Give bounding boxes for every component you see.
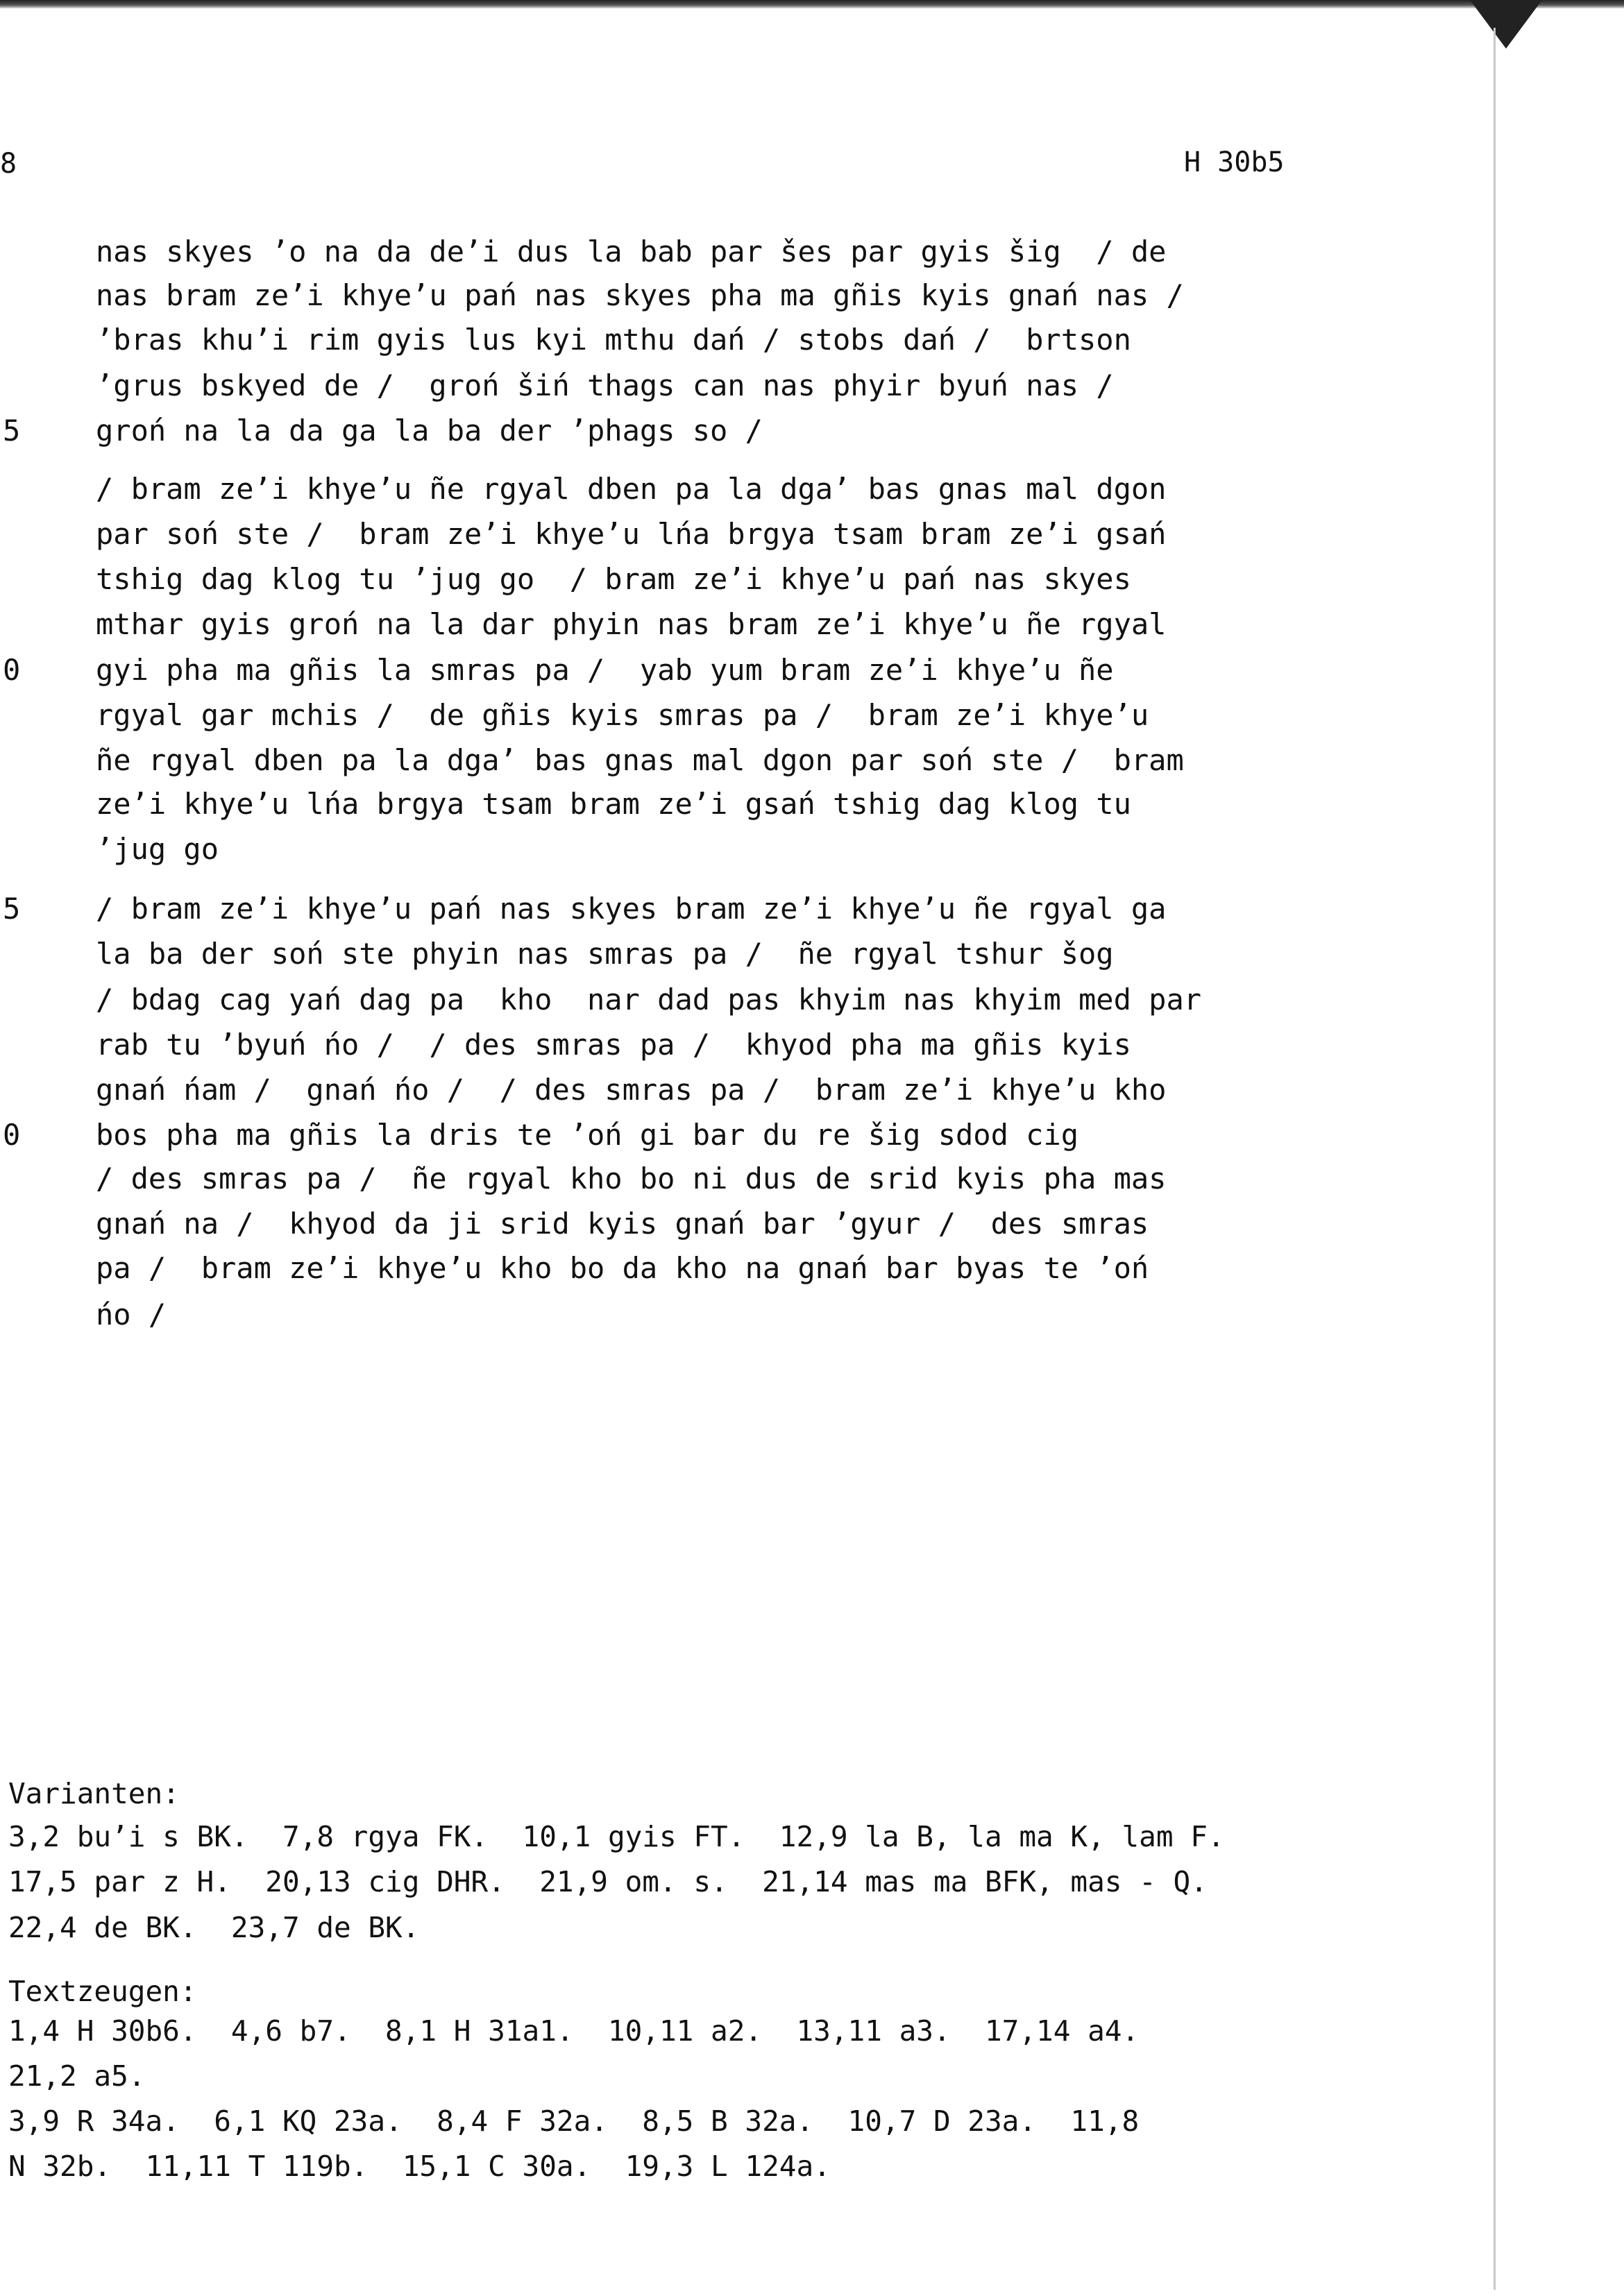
text-line: / bram ze’i khye’u ñe rgyal dben pa la dga’ bas gnas mal dgon bbox=[96, 472, 1167, 506]
line-marker: 0 bbox=[3, 653, 21, 687]
text-line: nas bram ze’i khye’u pań nas skyes pha ma gñis kyis gnań nas / bbox=[96, 278, 1184, 312]
scan-corner-mark bbox=[1470, 0, 1542, 49]
textzeugen-line: N 32b. 11,11 T 119b. 15,1 C 30a. 19,3 L 124a. bbox=[8, 2150, 831, 2183]
text-line: ’bras khu’i rim gyis lus kyi mthu dań / stobs dań / brtson bbox=[96, 323, 1131, 357]
text-line: / bram ze’i khye’u pań nas skyes bram ze’i khye’u ñe rgyal ga bbox=[96, 892, 1167, 926]
varianten-heading: Varianten: bbox=[8, 1777, 180, 1810]
text-line: rgyal gar mchis / de gñis kyis smras pa / bram ze’i khye’u bbox=[96, 698, 1149, 732]
text-line: / des smras pa / ñe rgyal kho bo ni dus de srid kyis pha mas bbox=[96, 1162, 1167, 1196]
text-line: groń na la da ga la ba der ’phags so / bbox=[96, 414, 763, 448]
text-line: mthar gyis groń na la dar phyin nas bram ze’i khye’u ñe rgyal bbox=[96, 607, 1167, 641]
line-marker: 5 bbox=[3, 892, 21, 926]
text-line: rab tu ’byuń ńo / / des smras pa / khyod pha ma gñis kyis bbox=[96, 1028, 1131, 1062]
text-line: nas skyes ’o na da de’i dus la bab par šes par gyis šig / de bbox=[96, 235, 1167, 269]
text-line: bos pha ma gñis la dris te ’oń gi bar du re šig sdod cig bbox=[96, 1118, 1079, 1152]
scan-top-border bbox=[0, 0, 1624, 8]
scan-page-edge bbox=[1494, 28, 1496, 2290]
text-line: ñe rgyal dben pa la dga’ bas gnas mal dgon par soń ste / bram bbox=[96, 743, 1184, 777]
text-line: / bdag cag yań dag pa kho nar dad pas khyim nas khyim med par bbox=[96, 983, 1202, 1017]
text-line: gnań ńam / gnań ńo / / des smras pa / bram ze’i khye’u kho bbox=[96, 1073, 1167, 1107]
varianten-line: 3,2 bu’i s BK. 7,8 rgya FK. 10,1 gyis FT. 12,9 la B, la ma K, lam F. bbox=[8, 1820, 1225, 1853]
text-line: ’grus bskyed de / groń šiń thags can nas phyir byuń nas / bbox=[96, 368, 1114, 402]
varianten-line: 17,5 par z H. 20,13 cig DHR. 21,9 om. s. 21,14 mas ma BFK, mas - Q. bbox=[8, 1865, 1208, 1898]
text-line: ńo / bbox=[96, 1298, 167, 1332]
textzeugen-line: 3,9 R 34a. 6,1 KQ 23a. 8,4 F 32a. 8,5 B 32a. 10,7 D 23a. 11,8 bbox=[8, 2104, 1140, 2138]
text-line: gyi pha ma gñis la smras pa / yab yum bram ze’i khye’u ñe bbox=[96, 653, 1114, 687]
textzeugen-line: 21,2 a5. bbox=[8, 2059, 146, 2093]
line-marker: 5 bbox=[3, 414, 21, 448]
page-number: 8 bbox=[0, 148, 17, 180]
text-line: tshig dag klog tu ’jug go / bram ze’i khye’u pań nas skyes bbox=[96, 562, 1131, 596]
text-line: pa / bram ze’i khye’u kho bo da kho na gnań bar byas te ’oń bbox=[96, 1251, 1149, 1285]
text-line: ze’i khye’u lńa brgya tsam bram ze’i gsań tshig dag klog tu bbox=[96, 787, 1131, 821]
line-marker: 0 bbox=[3, 1118, 21, 1152]
varianten-line: 22,4 de BK. 23,7 de BK. bbox=[8, 1911, 420, 1944]
textzeugen-heading: Textzeugen: bbox=[8, 1975, 197, 2008]
text-line: la ba der soń ste phyin nas smras pa / ñe rgyal tshur šog bbox=[96, 937, 1114, 971]
text-line: par soń ste / bram ze’i khye’u lńa brgya tsam bram ze’i gsań bbox=[96, 517, 1167, 551]
textzeugen-line: 1,4 H 30b6. 4,6 b7. 8,1 H 31a1. 10,11 a2. 13,11 a3. 17,14 a4. bbox=[8, 2014, 1140, 2048]
page-reference: H 30b5 bbox=[1184, 146, 1285, 178]
text-line: ’jug go bbox=[96, 832, 219, 866]
text-line: gnań na / khyod da ji srid kyis gnań bar ’gyur / des smras bbox=[96, 1207, 1149, 1241]
